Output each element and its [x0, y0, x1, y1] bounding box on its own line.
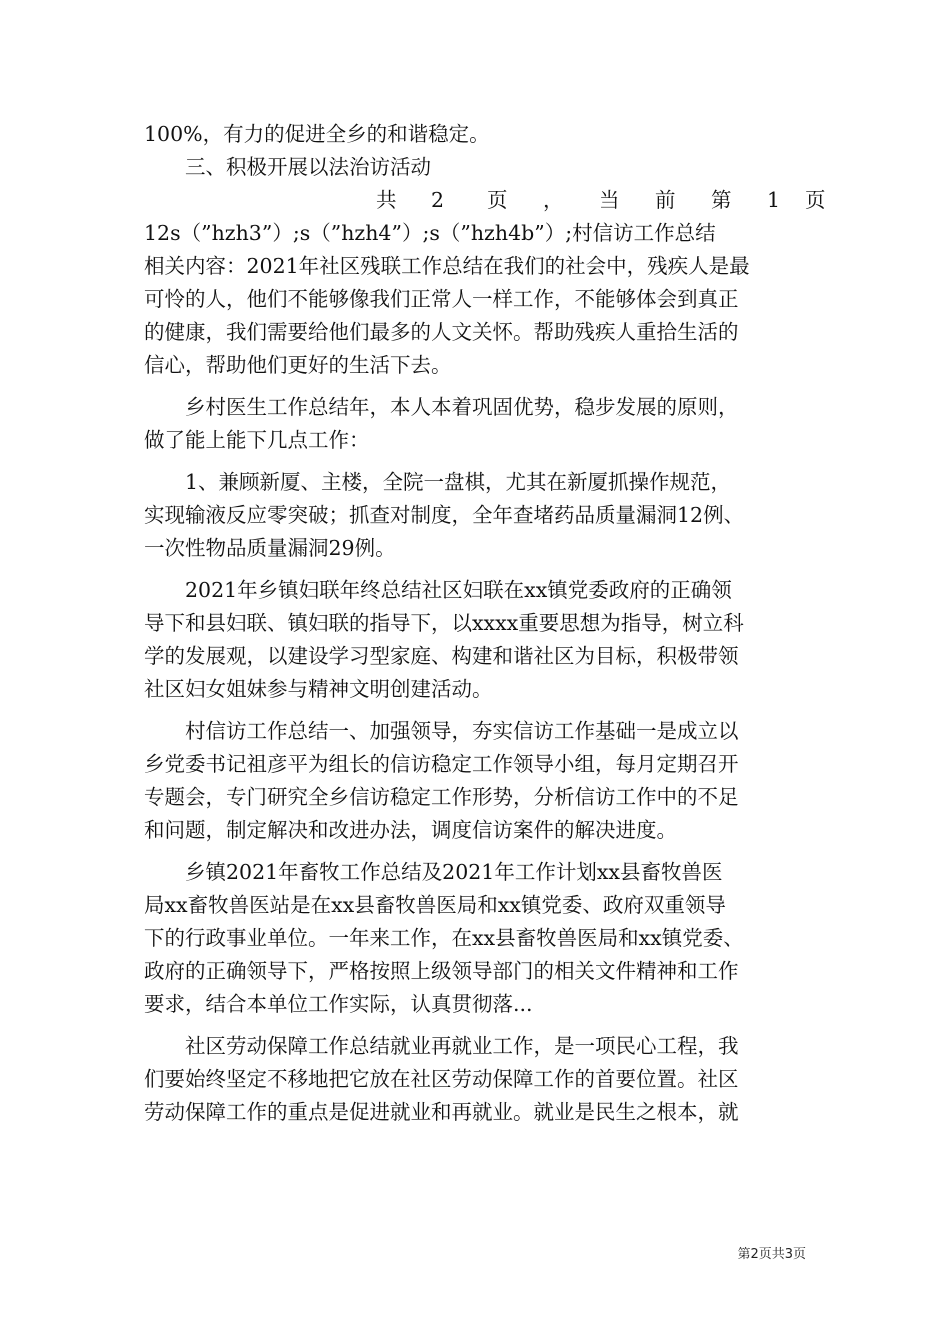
page-count-char: 1 [767, 188, 781, 212]
text-line: 社区妇女姐妹参与精神文明创建活动。 [144, 677, 493, 701]
text-line: 局xx畜牧兽医站是在xx县畜牧兽医局和xx镇党委、政府双重领导 [144, 893, 726, 917]
text-line: 实现输液反应零突破；抓查对制度，全年查堵药品质量漏洞12例、 [144, 503, 745, 527]
paragraph-start: 村信访工作总结一、加强领导，夯实信访工作基础一是成立以 [185, 719, 739, 743]
page-count-char: 页 [805, 188, 826, 212]
paragraph-start: 社区劳动保障工作总结就业再就业工作，是一项民心工程，我 [185, 1034, 739, 1058]
page-count-char: 2 [431, 188, 445, 212]
text-line: 和问题，制定解决和改进办法，调度信访案件的解决进度。 [144, 818, 677, 842]
text-line: 劳动保障工作的重点是促进就业和再就业。就业是民生之根本，就 [144, 1100, 739, 1124]
text-line: 一次性物品质量漏洞29例。 [144, 536, 396, 560]
paragraph-start: 2021年乡镇妇联年终总结社区妇联在xx镇党委政府的正确领 [185, 578, 732, 602]
paragraph-start: 1、兼顾新厦、主楼，全院一盘棋，尤其在新厦抓操作规范， [185, 470, 732, 494]
page-footer: 第2页共3页 [737, 1247, 806, 1262]
text-line: 们要始终坚定不移地把它放在社区劳动保障工作的首要位置。社区 [144, 1067, 739, 1091]
page-count-char: 页 [487, 188, 508, 212]
paragraph-start: 乡村医生工作总结年，本人本着巩固优势，稳步发展的原则， [185, 395, 739, 419]
page-count-char: 当 [599, 188, 620, 212]
section-heading: 三、积极开展以法治访活动 [185, 155, 431, 179]
document-body [144, 118, 826, 1129]
text-line: 要求，结合本单位工作实际，认真贯彻落... [144, 992, 533, 1016]
text-line: 信心，帮助他们更好的生活下去。 [144, 353, 452, 377]
text-line: 下的行政事业单位。一年来工作，在xx县畜牧兽医局和xx镇党委、 [144, 926, 744, 950]
text-line: 做了能上能下几点工作： [144, 428, 370, 452]
page-count-char: 前 [655, 188, 676, 212]
text-line: 100%，有力的促进全乡的和谐稳定。 [144, 122, 490, 146]
page-count-line [144, 184, 826, 217]
page-count-char: 共 [376, 188, 397, 212]
text-line: 政府的正确领导下，严格按照上级领导部门的相关文件精神和工作 [144, 959, 739, 983]
text-line: 学的发展观，以建设学习型家庭、构建和谐社区为目标，积极带领 [144, 644, 739, 668]
text-line: 的健康，我们需要给他们最多的人文关怀。帮助残疾人重拾生活的 [144, 320, 739, 344]
text-line: 导下和县妇联、镇妇联的指导下，以xxxx重要思想为指导，树立科 [144, 611, 744, 635]
page-count-char: ， [543, 188, 564, 212]
text-line: 乡党委书记祖彦平为组长的信访稳定工作领导小组，每月定期召开 [144, 752, 739, 776]
text-line: 专题会，专门研究全乡信访稳定工作形势，分析信访工作中的不足 [144, 785, 739, 809]
text-line: 相关内容：2021年社区残联工作总结在我们的社会中，残疾人是最 [144, 254, 750, 278]
text-line: 可怜的人，他们不能够像我们正常人一样工作，不能够体会到真正 [144, 287, 739, 311]
paragraph-start: 乡镇2021年畜牧工作总结及2021年工作计划xx县畜牧兽医 [185, 860, 723, 884]
page-count-char: 第 [711, 188, 732, 212]
text-line: 12s（”hzh3”）;s（”hzh4”）;s（”hzh4b”）;村信访工作总结 [144, 221, 716, 245]
